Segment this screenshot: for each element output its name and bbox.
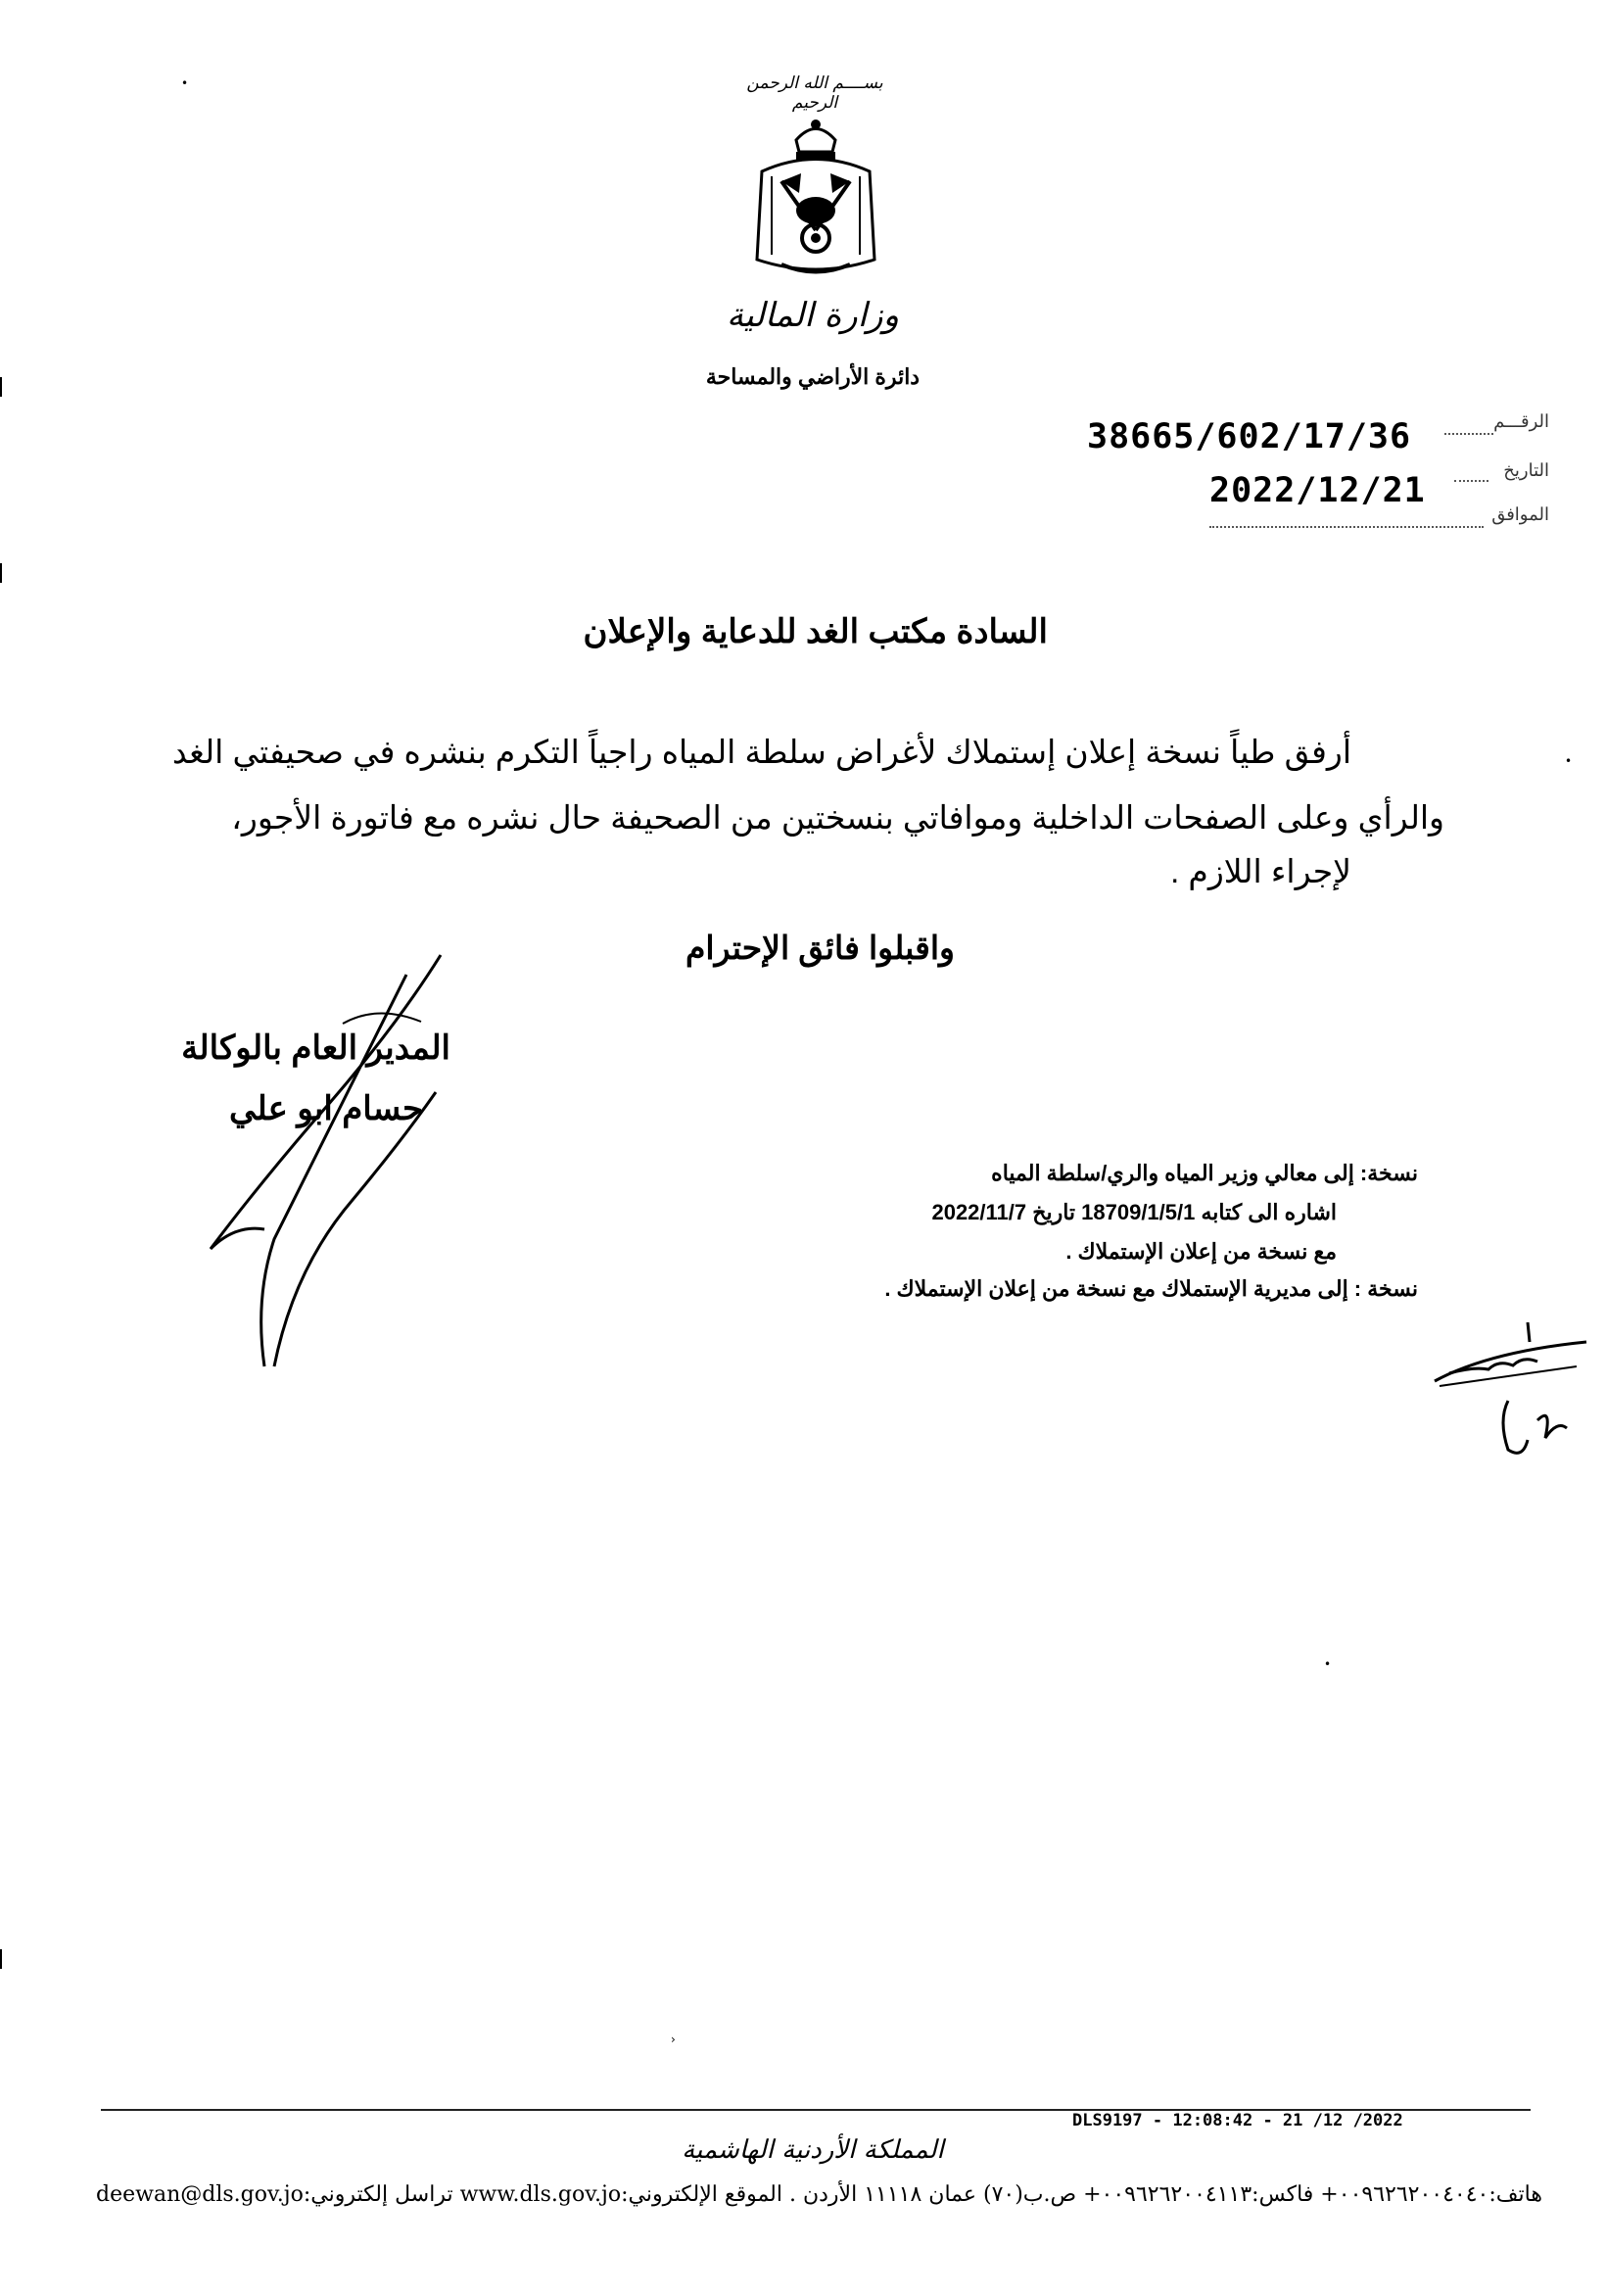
- scan-mark: [0, 1949, 2, 1969]
- signatory-title: المدير العام بالوكالة: [181, 1029, 450, 1067]
- dotted-line: [1454, 480, 1488, 482]
- dotted-line: [1209, 526, 1484, 528]
- ministry-name: وزارة المالية: [727, 296, 899, 335]
- handwritten-signature: [196, 945, 450, 1376]
- copy-line-2: اشاره الى كتابه 18709/1/5/1 تاريخ 2022/11/7: [931, 1200, 1337, 1224]
- signatory-name: حسام ابو علي: [228, 1090, 423, 1127]
- department-name: دائرة الأراضي والمساحة: [705, 364, 921, 389]
- recipient-line: السادة مكتب الغد للدعاية والإعلان: [583, 613, 1048, 650]
- date-label: التاريخ: [1503, 460, 1549, 480]
- copy-line-4: نسخة : إلى مديرية الإستملاك مع نسخة من إعلان الإستملاك .: [884, 1276, 1418, 1301]
- scan-mark: •: [1565, 754, 1573, 768]
- scan-mark: [0, 563, 2, 583]
- copy-line-3: مع نسخة من إعلان الإستملاك .: [1065, 1239, 1337, 1264]
- corresponding-date-label: الموافق: [1491, 504, 1549, 524]
- footer-contact: [88, 2182, 1542, 2207]
- reference-number-value: 38665/602/17/36: [1087, 417, 1412, 456]
- body-line: لإجراء اللازم .: [1170, 853, 1351, 889]
- date-value: 2022/12/21: [1209, 471, 1426, 510]
- body-line: والرأي وعلى الصفحات الداخلية وموافاتي بنسختين من الصحيفة حال نشره مع فاتورة الأجور،: [231, 799, 1444, 836]
- kingdom-name: المملكة الأردنية الهاشمية: [682, 2135, 944, 2165]
- scan-mark: •: [1324, 1657, 1332, 1671]
- email-label: :تراسل إلكتروني: [303, 2182, 453, 2207]
- closing-line: واقبلوا فائق الإحترام: [685, 930, 955, 966]
- copy-line-1: نسخة: إلى معالي وزير المياه والري/سلطة المياه: [991, 1161, 1418, 1185]
- handwritten-initials: [1430, 1313, 1591, 1469]
- basmala: بســــم الله الرحمن الرحيم: [746, 73, 883, 113]
- website-link[interactable]: www.dls.gov.jo: [459, 2182, 622, 2207]
- coat-of-arms-emblem: [742, 113, 889, 284]
- contact-phone-fax: هاتف:٠٠٩٦٢٦٢٠٠٤٠٤٠+ فاكس:٠٠٩٦٢٦٢٠٠٤١١٣+ ص.ب(٧٠) عمان ١١١١٨ الأردن . الموقع الإلكتروني:: [621, 2182, 1542, 2207]
- email-link[interactable]: deewan@dls.gov.jo: [96, 2182, 304, 2207]
- body-line: أرفق طياً نسخة إعلان إستملاك لأغراض سلطة المياه راجياً التكرم بنشره في صحيفتي الغد: [171, 734, 1351, 770]
- dotted-line: [1444, 433, 1493, 435]
- reference-number-label: الرقـــم: [1493, 411, 1549, 431]
- scan-mark: ›: [671, 2033, 676, 2046]
- scan-mark: [0, 377, 2, 397]
- system-timestamp: DLS9197 - 12:08:42 - 21 /12 /2022: [1072, 2111, 1403, 2130]
- scan-mark: •: [181, 76, 189, 90]
